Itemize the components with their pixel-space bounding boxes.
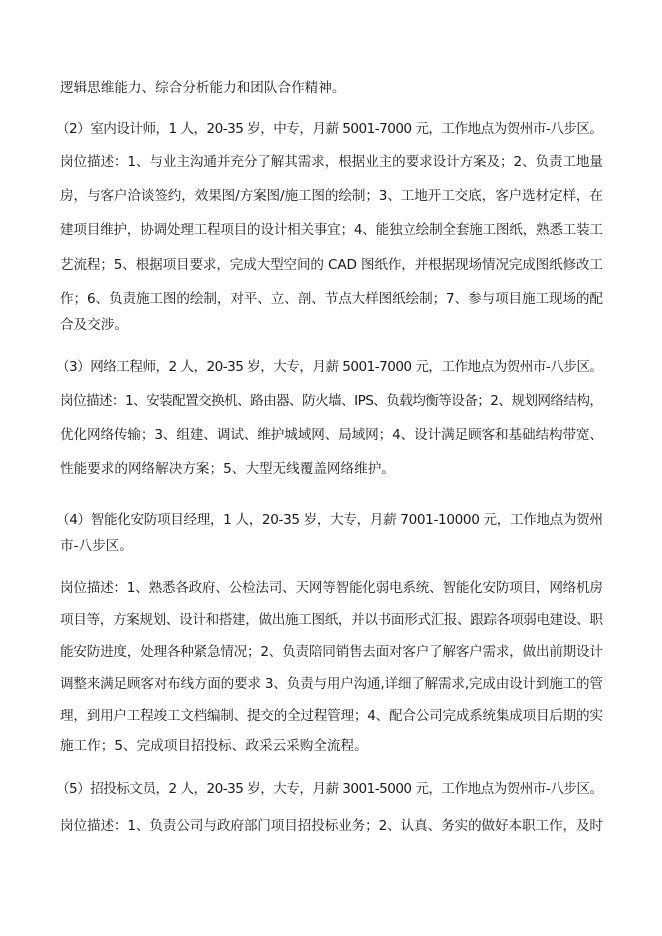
paragraph-line: [60, 78, 603, 98]
line-text: 合及交涉。: [60, 317, 128, 333]
line-text: 施工作；5、完成项目招投标、政采云采购全流程。: [60, 738, 368, 754]
paragraph-line: [60, 459, 603, 479]
paragraph-line: [60, 674, 603, 694]
paragraph-line: [60, 642, 603, 662]
paragraph-line: [60, 289, 603, 309]
line-text: 岗位描述：1、熟悉各政府、公检法司、天网等智能化弱电系统、智能化安防项目，网络机房: [60, 580, 603, 596]
paragraph-line: [60, 816, 603, 836]
line-text: 项目等，方案规划、设计和搭建，做出施工图纸，并以书面形式汇报、跟踪各项弱电建设、职: [60, 612, 603, 628]
paragraph-line: [60, 152, 603, 172]
line-text: 调整来满足顾客对布线方面的要求 3、负责与用户沟通,详细了解需求,完成由设计到施工的管: [60, 676, 603, 692]
job-title-network-engineer: [56, 357, 603, 377]
line-text: 建项目维护，协调处理工程项目的设计相关事宜；4、能独立绘制全套施工图纸，熟悉工装工: [60, 222, 603, 238]
paragraph-line: [60, 706, 603, 726]
job-title-security-pm: [56, 510, 603, 530]
paragraph-line: [60, 186, 603, 206]
line-text: 逻辑思维能力、综合分析能力和团队合作精神。: [60, 80, 346, 96]
line-text: （4）智能化安防项目经理，1 人，20-35 岁，大专，月薪 7001-10000 元，工作地点为贺州: [56, 512, 603, 528]
paragraph-line: [60, 255, 603, 275]
paragraph-line: [60, 391, 603, 411]
line-text: 艺流程；5、根据项目要求，完成大型空间的 CAD 图纸作，并根据现场情况完成图纸修改工: [60, 257, 603, 273]
line-text: （5）招投标文员，2 人，20-35 岁，大专，月薪 3001-5000 元，工作地点为贺州市-八步区。: [56, 781, 603, 797]
line-text: （2）室内设计师，1 人，20-35 岁，中专，月薪 5001-7000 元，工作地点为贺州市-八步区。: [56, 121, 603, 137]
job-title-bidding-clerk: [56, 779, 603, 799]
paragraph-line: [60, 425, 603, 445]
paragraph-line: [60, 578, 603, 598]
line-text: 岗位描述：1、与业主沟通并充分了解其需求，根据业主的要求设计方案及；2、负责工地量: [60, 154, 603, 170]
paragraph-line: [60, 315, 603, 335]
line-text: 优化网络传输；3、组建、调试、维护城域网、局域网；4、设计满足顾客和基础结构带宽、: [60, 427, 603, 443]
line-text: 理，到用户工程竣工文档编制、提交的全过程管理；4、配合公司完成系统集成项目后期的实: [60, 708, 603, 724]
paragraph-line: [60, 220, 603, 240]
paragraph-line: [60, 736, 603, 756]
line-text: 市-八步区。: [60, 538, 133, 554]
line-text: 房，与客户洽谈签约，效果图/方案图/施工图的绘制；3、工地开工交底，客户选材定样，在: [60, 188, 603, 204]
job-title-interior-designer: [56, 119, 603, 139]
line-text: 作；6、负责施工图的绘制，对平、立、剖、节点大样图纸绘制；7、参与项目施工现场的配: [60, 291, 603, 307]
line-text: 性能要求的网络解决方案；5、大型无线覆盖网络维护。: [60, 461, 395, 477]
line-text: 能安防进度，处理各种紧急情况；2、负责陪同销售去面对客户了解客户需求，做出前期设计: [60, 644, 603, 660]
line-text: （3）网络工程师，2 人，20-35 岁，大专，月薪 5001-7000 元，工作地点为贺州市-八步区。: [56, 359, 603, 375]
paragraph-line: [60, 536, 603, 556]
line-text: 岗位描述：1、负责公司与政府部门项目招投标业务；2、认真、务实的做好本职工作，及时: [60, 818, 603, 834]
paragraph-line: [60, 610, 603, 630]
line-text: 岗位描述：1、安装配置交换机、路由器、防火墙、IPS、负载均衡等设备；2、规划网络结构，: [60, 393, 603, 409]
